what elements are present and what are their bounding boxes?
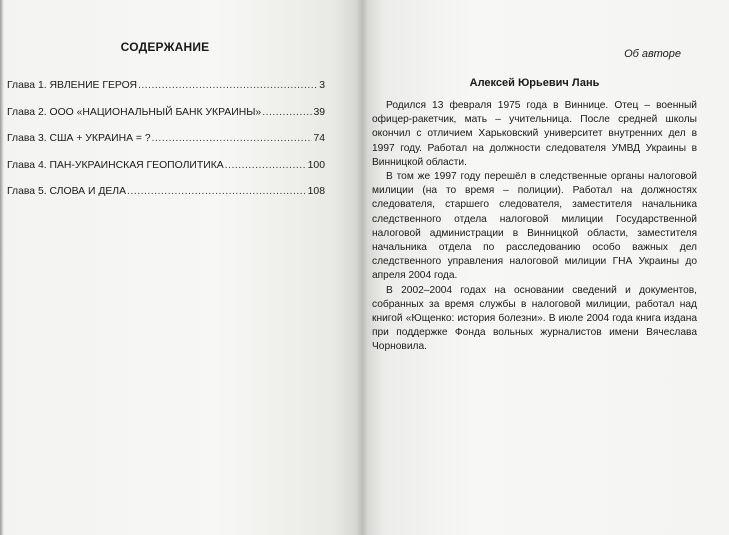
toc-item-5 <box>7 186 325 213</box>
toc-leader-dots <box>262 107 312 118</box>
toc-leader-dots <box>225 160 307 171</box>
left-page <box>0 0 362 535</box>
toc-item-1 <box>7 80 325 107</box>
bio-paragraph-2: В том же 1997 году перешёл в следственные органы налоговой милиции (на то время – полиции). Работал на должностях следователя, старшего следователя, заместителя начальника следственного отдела налоговой милиции Государственной налоговой администрации в Винницкой области, заместителя начальника отдела по расследованию особо важных дел следственного управления налоговой милиции ГНА Украины до апреля 2004 года. <box>372 171 697 282</box>
toc-item-label: Глава 2. ООО «НАЦИОНАЛЬНЫЙ БАНК УКРАИНЫ» <box>7 106 262 118</box>
toc-item-page: 3 <box>319 80 325 91</box>
toc-item-2 <box>7 107 325 134</box>
toc-item-4 <box>7 160 325 187</box>
bio-paragraph-3: В 2002–2004 годах на основании сведений и документов, собранных за время службы в налоговой милиции, работал над книгой «Ющенко: история болезни». В июле 2004 года книга издана при поддержке Фонда вольных журналистов имени Вячеслава Чорновила. <box>372 284 697 353</box>
toc-list <box>7 80 325 213</box>
bio-paragraph-1: Родился 13 февраля 1975 года в Виннице. Отец – военный офицер-ракетчик, мать – учительница. После средней школы окончил с отличием Харьковский университет внутренних дел в 1997 году. Работал на должности следователя УМВД Украины в Винницкой области. <box>372 100 697 168</box>
running-head: Об авторе <box>624 48 681 60</box>
toc-item-page: 39 <box>313 106 325 118</box>
toc-item-page: 74 <box>313 133 325 144</box>
author-name: Алексей Юрьевич Лань <box>469 77 600 89</box>
author-bio <box>372 99 697 355</box>
toc-item-3 <box>7 133 325 160</box>
toc-item-label: Глава 4. ПАН-УКРАИНСКАЯ ГЕОПОЛИТИКА <box>7 159 224 171</box>
toc-leader-dots <box>138 80 318 91</box>
toc-item-label: Глава 1. ЯВЛЕНИЕ ГЕРОЯ <box>7 80 137 91</box>
toc-item-page: 108 <box>307 186 325 197</box>
toc-title: СОДЕРЖАНИЕ <box>120 40 210 54</box>
page-edge <box>0 0 4 535</box>
toc-item-label: Глава 3. США + УКРАИНА = ? <box>7 133 151 144</box>
toc-leader-dots <box>127 186 307 197</box>
toc-item-label: Глава 5. СЛОВА И ДЕЛА <box>7 186 127 197</box>
toc-leader-dots <box>152 133 313 144</box>
toc-item-page: 100 <box>307 159 325 171</box>
